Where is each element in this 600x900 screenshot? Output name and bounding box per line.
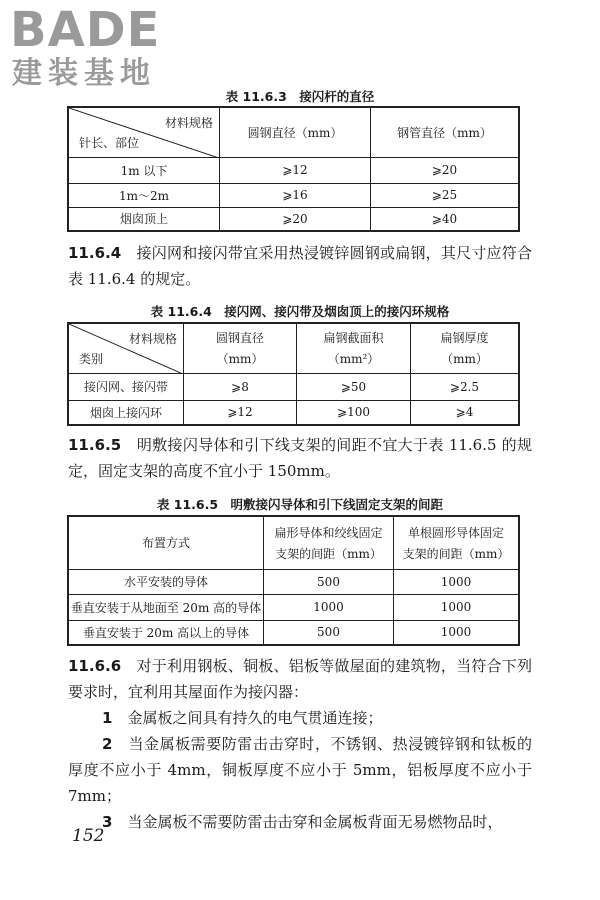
column-header	[264, 516, 394, 569]
item-number: 1	[102, 709, 113, 727]
column-header-line: 扁钢截面积	[323, 331, 384, 346]
table-caption-11-6-3: 表 11.6.3 接闪杆的直径	[225, 89, 375, 104]
table-row	[68, 569, 519, 594]
table-cell: ⩾20	[371, 157, 520, 183]
list-item	[68, 809, 532, 835]
column-header	[411, 323, 520, 373]
table-cell: ⩾100	[297, 400, 411, 425]
table-cell: 垂直安装于从地面至 20m 高的导体	[68, 594, 264, 620]
table-row	[68, 157, 519, 183]
table-cell: 500	[264, 620, 394, 645]
table-cell: 水平安装的导体	[68, 569, 264, 594]
column-header	[184, 323, 297, 373]
table-cell: 烟囱顶上	[68, 207, 220, 231]
logo-text-cn: 建装基地	[12, 56, 156, 91]
table-cell: 1000	[394, 594, 520, 620]
table-cell: ⩾50	[297, 373, 411, 400]
table-row	[68, 620, 519, 645]
column-header	[394, 516, 520, 569]
column-header-line: 扁钢厚度	[440, 331, 489, 346]
table-cell: 1000	[264, 594, 394, 620]
item-text: 金属板之间具有持久的电气贯通连接；	[127, 709, 383, 727]
table-11-6-4	[67, 322, 520, 426]
item-text: 当金属板不需要防雷击击穿和金属板背面无易燃物品时，	[127, 813, 503, 831]
table-cell: ⩾2.5	[411, 373, 520, 400]
clause-number: 11.6.5	[68, 436, 122, 454]
table-11-6-3	[67, 106, 520, 232]
table-11-6-5	[67, 515, 520, 646]
page-number: 152	[72, 826, 105, 846]
table-cell: ⩾12	[220, 157, 371, 183]
table-cell: ⩾12	[184, 400, 297, 425]
column-header-line: 圆钢直径	[215, 331, 264, 346]
table-diagonal-header	[68, 323, 184, 373]
table-cell: ⩾40	[371, 207, 520, 231]
column-header-unit: 支架的间距（mm）	[275, 546, 382, 561]
column-header: 布置方式	[68, 516, 264, 569]
table-row	[68, 594, 519, 620]
column-header: 钢管直径（mm）	[371, 107, 520, 157]
clause-text: 接闪网和接闪带宜采用热浸镀锌圆钢或扁钢，其尺寸应符合表 11.6.4 的规定。	[68, 244, 532, 288]
clause-text: 对于利用钢板、铜板、铝板等做屋面的建筑物，当符合下列要求时，宜利用其屋面作为接闪器：	[68, 657, 532, 701]
header-bottom-label: 类别	[79, 351, 104, 366]
table-row	[68, 207, 519, 231]
column-header: 圆钢直径（mm）	[220, 107, 371, 157]
column-header-unit: （mm）	[216, 352, 264, 367]
table-cell: 500	[264, 569, 394, 594]
table-cell: ⩾4	[411, 400, 520, 425]
table-cell: ⩾16	[220, 183, 371, 207]
clause-11-6-5	[68, 432, 532, 484]
clause-11-6-6	[68, 653, 532, 705]
column-header	[297, 323, 411, 373]
logo-text-en: BADE	[10, 2, 161, 58]
item-text: 当金属板需要防雷击击穿时，不锈钢、热浸镀锌钢和钛板的厚度不应小于 4mm，铜板厚度不应小于 5mm，铝板厚度不应小于 7mm；	[68, 735, 532, 805]
clause-text: 明敷接闪导体和引下线支架的间距不宜大于表 11.6.5 的规定，固定支架的高度不宜小于 150mm。	[68, 436, 532, 480]
clause-11-6-4	[68, 240, 532, 292]
item-number: 3	[102, 813, 113, 831]
table-cell: 接闪网、接闪带	[68, 373, 184, 400]
clause-number: 11.6.6	[68, 657, 122, 675]
header-top-label: 材料规格	[128, 332, 177, 346]
column-header-unit: 支架的间距（mm）	[402, 546, 510, 561]
item-number: 2	[102, 735, 113, 753]
column-header-unit: （mm²）	[327, 352, 380, 367]
table-cell: 垂直安装于 20m 高以上的导体	[68, 620, 264, 645]
table-cell: ⩾20	[220, 207, 371, 231]
list-item	[68, 731, 532, 809]
table-cell: ⩾8	[184, 373, 297, 400]
table-row	[68, 400, 519, 425]
header-top-label: 材料规格	[164, 116, 213, 130]
column-header-line: 单根圆形导体固定	[407, 525, 504, 540]
table-row	[68, 183, 519, 207]
clause-number: 11.6.4	[68, 244, 122, 262]
table-cell: 1m 以下	[68, 157, 220, 183]
table-row	[68, 373, 519, 400]
table-cell: ⩾25	[371, 183, 520, 207]
list-item	[68, 705, 532, 731]
table-caption-11-6-5: 表 11.6.5 明敷接闪导体和引下线固定支架的间距	[156, 497, 444, 512]
table-cell: 1000	[394, 620, 520, 645]
column-header-unit: （mm）	[441, 352, 488, 367]
header-bottom-label: 针长、部位	[79, 135, 140, 150]
table-cell: 1000	[394, 569, 520, 594]
table-caption-11-6-4: 表 11.6.4 接闪网、接闪带及烟囱顶上的接闪环规格	[150, 304, 450, 319]
table-cell: 烟囱上接闪环	[68, 400, 184, 425]
column-header-line: 扁形导体和绞线固定	[274, 525, 383, 540]
logo	[10, 4, 180, 96]
table-cell: 1m～2m	[68, 183, 220, 207]
table-diagonal-header	[68, 107, 220, 157]
